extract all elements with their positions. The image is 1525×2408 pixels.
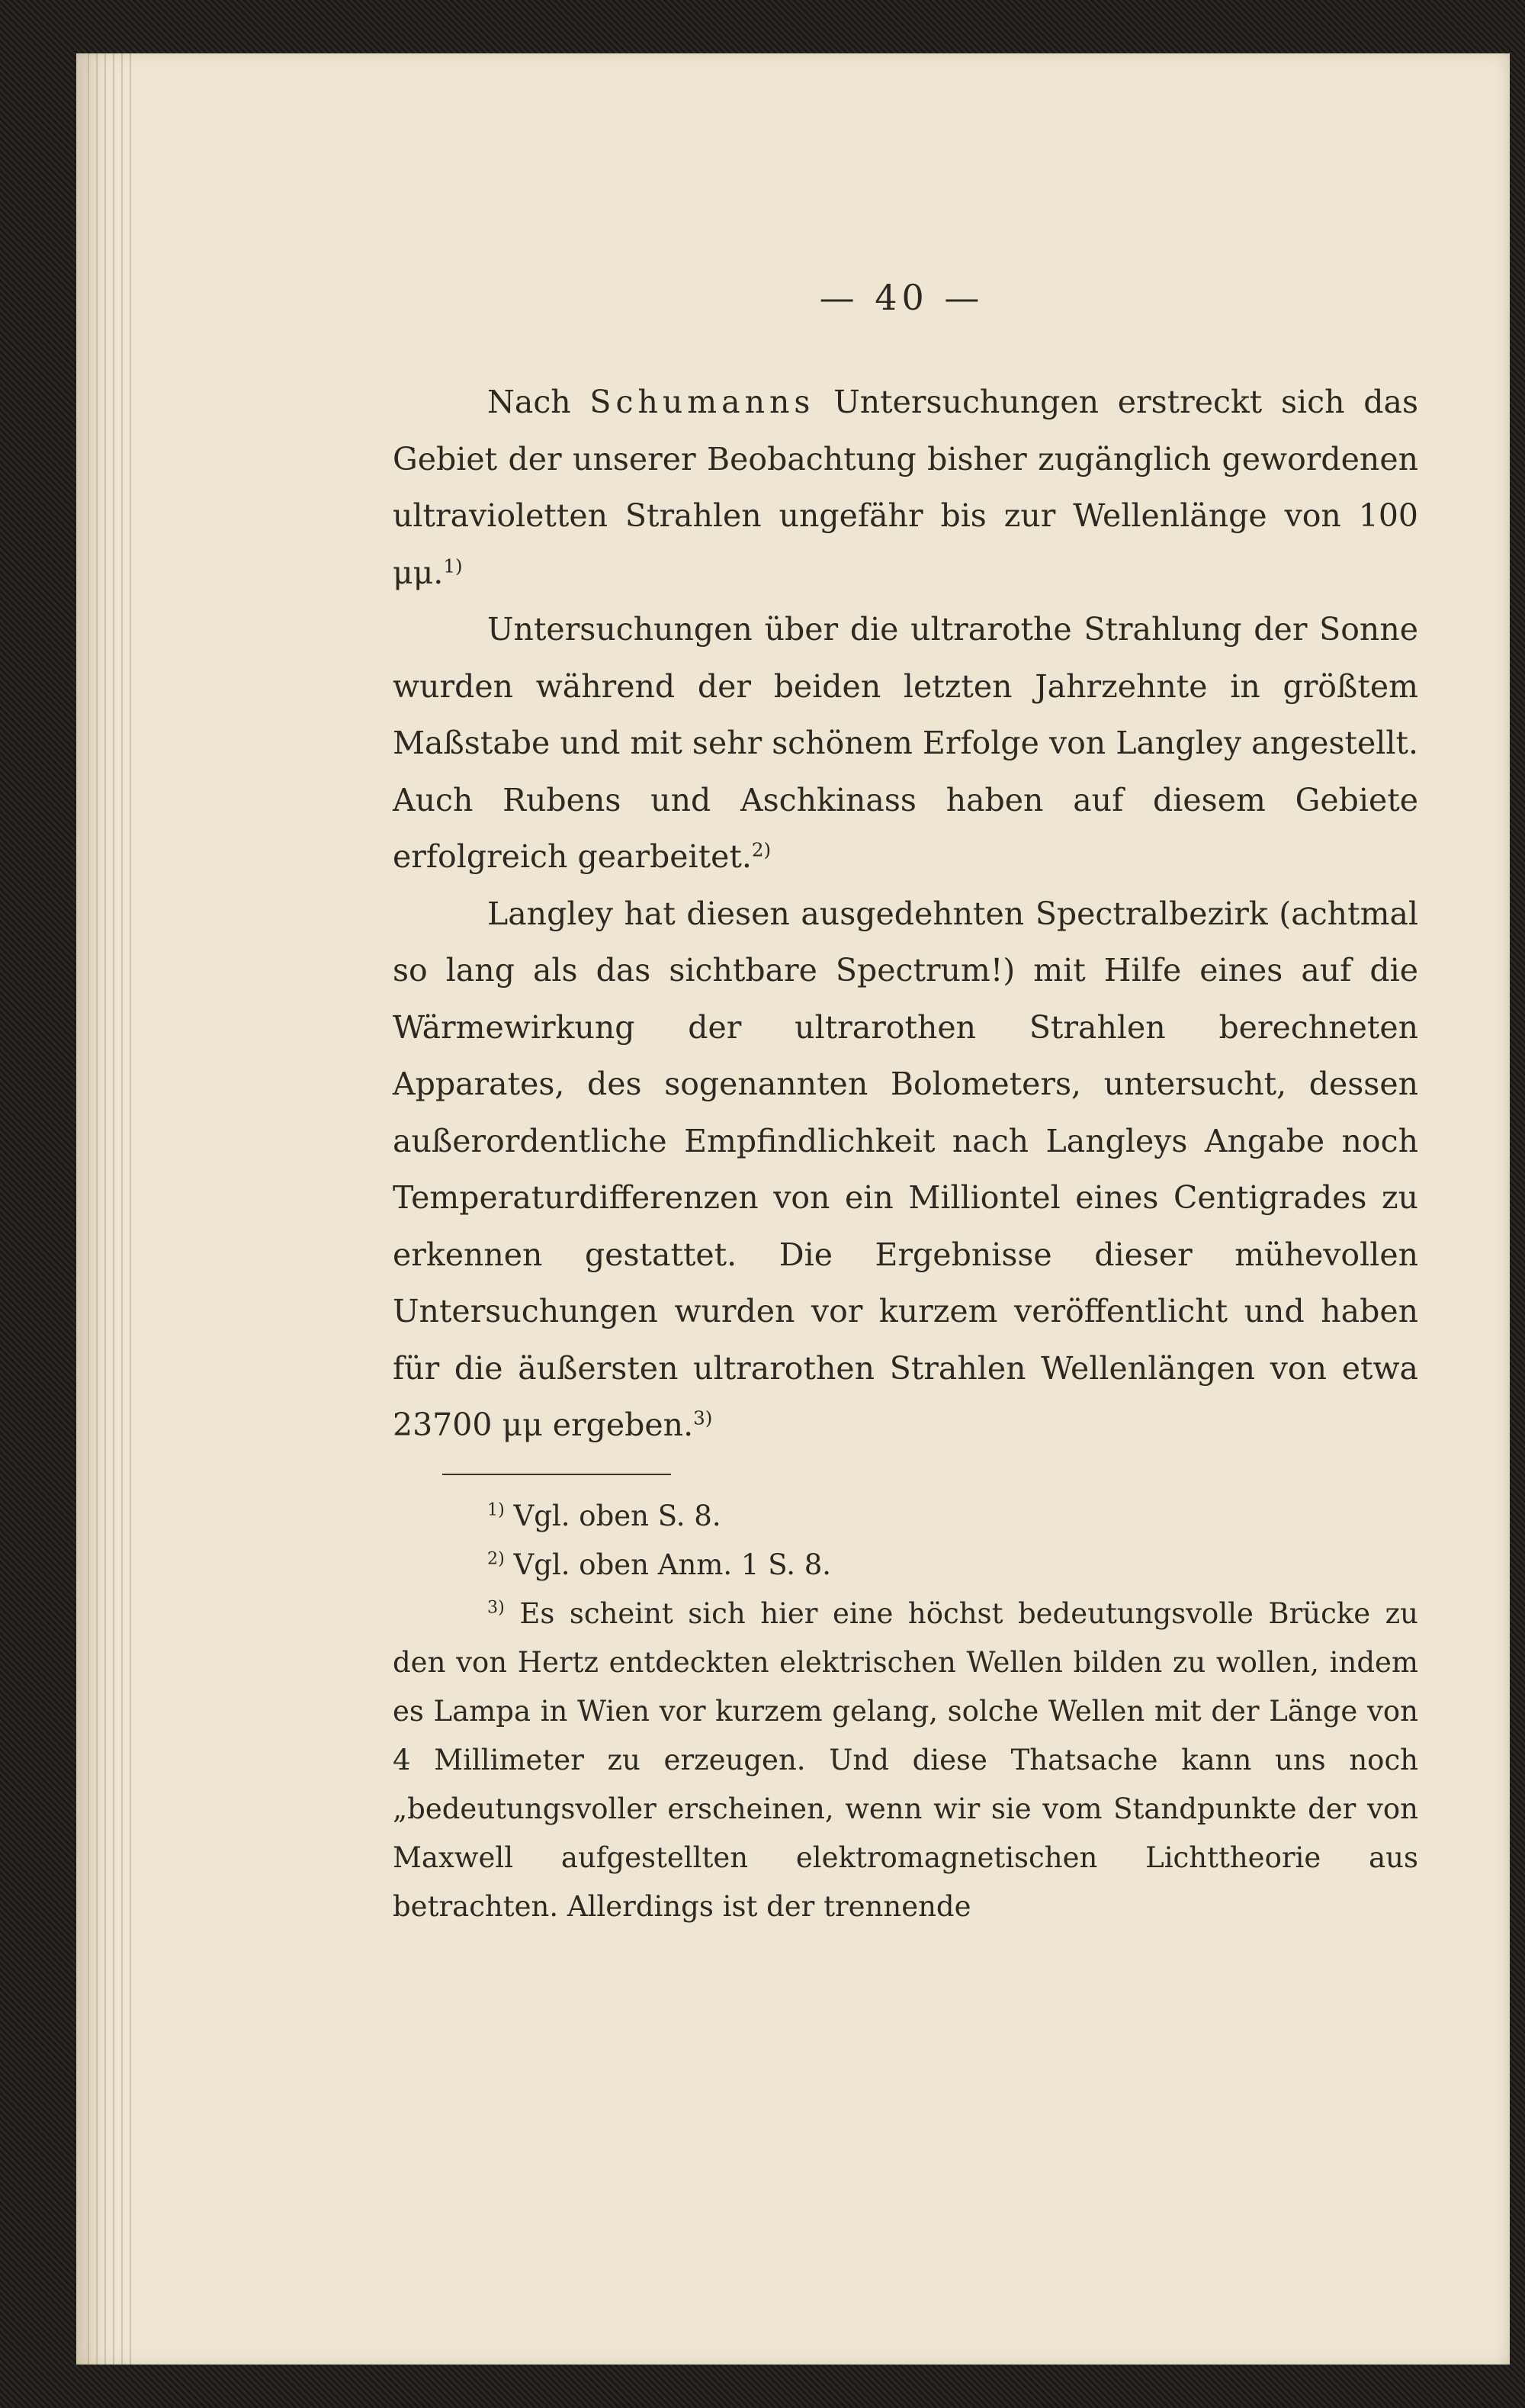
footnote-3 bbox=[393, 1590, 1418, 1931]
paragraph-2-text: Untersuchungen über die ultrarothe Strahlung der Sonne wurden während der beiden letzten Jahrzehnte in größtem Maßstabe und mit sehr schönem Erfolge von Langley angestellt. Auch Rubens und Aschkinass haben auf diesem Gebiete erfolgreich gearbeitet. bbox=[393, 611, 1419, 875]
paragraph-3 bbox=[393, 886, 1418, 1454]
paragraph-3-text: Langley hat diesen ausgedehnten Spectralbezirk (achtmal so lang als das sichtbare Spectrum!) mit Hilfe eines auf die Wärmewirkung der ultrarothen Strahlen berechneten Apparates, des sogenannten Bolometers, untersucht, dessen außerordentliche Empfindlichkeit nach Langleys Angabe noch Temperaturdifferenzen von ein Milliontel eines Centigrades zu erkennen gestattet. Die Ergebnisse dieser mühevollen Untersuchungen wurden vor kurzem veröffentlicht und haben für die äußersten ultrarothen Strahlen Wellenlängen von etwa 23700 μμ ergeben. bbox=[393, 895, 1418, 1443]
page-number: — 40 — bbox=[819, 277, 984, 318]
paragraph-1-spaced-name: Schumanns bbox=[589, 384, 815, 420]
footnote-1-text: Vgl. oben S. 8. bbox=[513, 1499, 721, 1532]
body-text bbox=[393, 374, 1418, 1454]
footnote-3-mark: 3) bbox=[487, 1597, 505, 1618]
footnote-ref-2: 2) bbox=[751, 838, 772, 861]
footnote-2-mark: 2) bbox=[487, 1548, 505, 1569]
paragraph-1-lead: Nach bbox=[487, 384, 590, 420]
footnote-1-mark: 1) bbox=[487, 1500, 505, 1520]
footnote-divider bbox=[442, 1474, 671, 1475]
footnote-ref-1: 1) bbox=[443, 554, 463, 577]
footnotes bbox=[393, 1492, 1418, 1931]
footnote-ref-3: 3) bbox=[693, 1407, 713, 1429]
paragraph-2 bbox=[393, 601, 1418, 886]
paragraph-1 bbox=[393, 374, 1418, 601]
footnote-1 bbox=[393, 1492, 1418, 1541]
page-text-block bbox=[393, 275, 1418, 1931]
paragraph-1-text: Untersuchungen erstreckt sich das Gebiet der unserer Beobachtung bisher zugänglich gewordenen ultravioletten Strahlen ungefähr bis zur Wellenlänge von 100 μμ. bbox=[393, 384, 1418, 591]
footnote-2 bbox=[393, 1541, 1418, 1590]
page-stack-edges bbox=[88, 53, 133, 2365]
footnote-2-text: Vgl. oben Anm. 1 S. 8. bbox=[513, 1548, 832, 1581]
footnote-3-text: Es scheint sich hier eine höchst bedeutungsvolle Brücke zu den von Hertz entdeckten elektrischen Wellen bilden zu wollen, indem es Lampa in Wien vor kurzem gelang, solche Wellen mit der Länge von 4 Millimeter zu erzeugen. Und diese Thatsache kann uns noch „bedeutungsvoller erscheinen, wenn wir sie vom Standpunkte der von Maxwell aufgestellten elektromagnetischen Lichttheorie aus betrachten. Allerdings ist der trennende bbox=[393, 1596, 1419, 1923]
